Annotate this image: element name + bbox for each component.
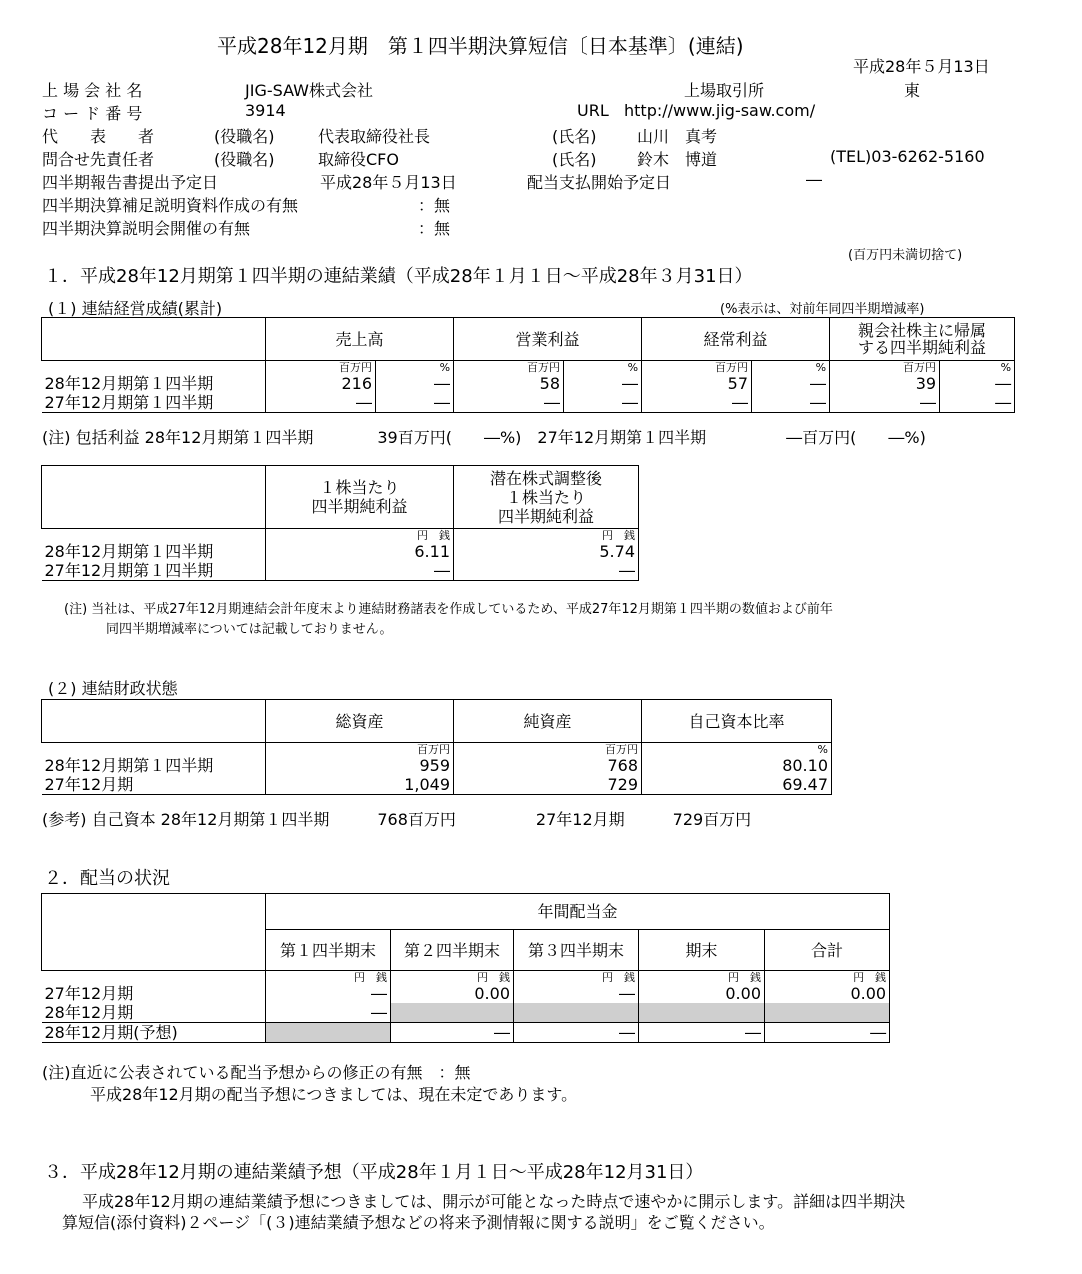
dividend-table [41,893,890,1043]
row-label: 28年12月期第１四半期 [42,374,266,393]
section1-title: １．平成28年12月期第１四半期の連結業績（平成28年１月１日～平成28年３月31日） [44,266,753,287]
consolidation-note-line2: 同四半期増減率については記載しておりません。 [106,622,393,637]
q2-dividend: 0.00 [391,984,514,1003]
dividend-forecast-note: 平成28年12月期の配当予想につきましては、現在未定であります。 [90,1085,578,1104]
rep-title-label: (役職名) [214,127,275,146]
table-row [42,1023,890,1043]
exchange-label: 上場取引所 [684,81,765,100]
col-ordinary-income: 経常利益 [642,318,830,361]
col-equity-ratio: 自己資本比率 [642,700,832,743]
report-date: 平成28年５月13日 [320,173,457,192]
code-label: コ ー ド 番 号 [42,104,143,123]
total-dividend: 0.00 [765,984,890,1003]
section1-sub1: (１) 連結経営成績(累計) [48,299,223,318]
row-label: 27年12月期第１四半期 [42,393,266,413]
unit-yen: 円 銭 [266,971,391,985]
net-assets-value: 729 [454,775,642,795]
col-net-income [830,318,1015,361]
col-diluted-eps-line3: 四半期純利益 [497,506,594,526]
col-total-assets: 総資産 [266,700,454,743]
col-q3-end: 第３四半期末 [514,930,639,971]
rep-title: 代表取締役社長 [318,127,431,146]
total-dividend: ― [765,1023,890,1043]
operating-value: 58 [454,374,564,393]
unit-million: 百万円 [454,743,642,757]
col-year-end: 期末 [639,930,765,971]
row-label: 27年12月期 [42,984,266,1003]
contact-title-label: (役職名) [214,150,275,169]
operating-value: ― [454,393,564,413]
unit-million: 百万円 [830,361,940,375]
col-total: 合計 [765,930,890,971]
financial-position-table [41,699,832,795]
eps-table [41,465,639,581]
ordinary-value: 57 [642,374,752,393]
unit-million: 百万円 [454,361,564,375]
code-value: 3914 [245,101,286,120]
forecast-text-line1: 平成28年12月期の連結業績予想につきましては、開示が可能となった時点で速やかに開示します。詳細は四半期決 [82,1192,906,1211]
contact-title: 取締役CFO [318,150,399,169]
company-url[interactable]: http://www.jig-saw.com/ [624,101,816,120]
row-label: 28年12月期 [42,1003,266,1023]
row-label: 28年12月期第１四半期 [42,756,266,775]
equity-reference-note: (参考) 自己資本 28年12月期第１四半期 768百万円 27年12月期 729百万円 [42,810,752,829]
col-diluted-eps-line2: １株当たり [505,487,586,507]
header-blank [42,318,266,361]
unit-percent: % [642,743,832,757]
unit-yen: 円 銭 [454,529,639,543]
briefing-value: ：無 [418,219,451,238]
pct-note: (%表示は、対前年同四半期増減率) [720,302,925,317]
row-label: 27年12月期第１四半期 [42,561,266,581]
contact-name-label: (氏名) [552,150,597,169]
col-q1-end: 第１四半期末 [266,930,391,971]
unit-note: (百万円未満切捨て) [848,248,963,263]
unit-million: 百万円 [266,743,454,757]
table-row [42,1003,890,1023]
report-date-label: 四半期報告書提出予定日 [42,173,219,192]
rep-name: 山川 真考 [637,127,718,146]
diluted-eps-value: ― [454,561,639,581]
col-eps-line2: 四半期純利益 [311,497,408,516]
net-value: 39 [830,374,940,393]
annual-dividend-header: 年間配当金 [266,894,890,930]
col-net-income-line1: 親会社株主に帰属 [858,321,987,340]
sales-value: ― [266,393,376,413]
section2-title: ２．配当の状況 [44,868,170,889]
operating-pct: ― [564,393,642,413]
table-row [42,561,639,581]
eps-value: ― [266,561,454,581]
unit-million: 百万円 [642,361,752,375]
dividend-start: ― [806,170,822,189]
dividend-start-label: 配当支払開始予定日 [527,173,672,192]
contact-name: 鈴木 博道 [637,150,718,169]
year-end-dividend: ― [639,1023,765,1043]
rep-name-label: (氏名) [552,127,597,146]
q3-dividend: ― [514,984,639,1003]
tel-number: (TEL)03-6262-5160 [830,147,985,166]
dividend-revision-note: (注)直近に公表されている配当予想からの修正の有無 ：無 [42,1063,471,1082]
consolidation-note-line1: (注) 当社は、平成27年12月期連結会計年度末より連結財務諸表を作成しているため、平成27年12月期第１四半期の数値および前年 [64,602,833,617]
diluted-eps-value: 5.74 [454,542,639,561]
row-label: 27年12月期 [42,775,266,795]
rep-label: 代 表 者 [42,127,155,146]
url-label: URL [577,101,609,120]
unit-yen: 円 銭 [765,971,890,985]
q1-dividend: ― [266,1003,391,1023]
col-diluted-eps-line1: 潜在株式調整後 [489,468,602,488]
sales-pct: ― [376,374,454,393]
col-eps [266,466,454,529]
col-diluted-eps [454,466,639,529]
table-row [42,775,832,795]
supplement-label: 四半期決算補足説明資料作成の有無 [42,196,299,215]
supplement-value: ：無 [418,196,451,215]
row-label: 28年12月期(予想) [42,1023,266,1043]
q2-dividend: ― [391,1023,514,1043]
unit-percent: % [564,361,642,375]
total-assets-value: 959 [266,756,454,775]
net-pct: ― [940,393,1015,413]
unit-yen: 円 銭 [266,529,454,543]
col-sales: 売上高 [266,318,454,361]
col-q2-end: 第２四半期末 [391,930,514,971]
equity-ratio-value: 69.47 [642,775,832,795]
sales-value: 216 [266,374,376,393]
table-row [42,393,1015,413]
comprehensive-income-note: (注) 包括利益 28年12月期第１四半期 39百万円( ―%) 27年12月期第１四半期 ―百万円( ―%) [42,428,926,447]
company-name: JIG-SAW株式会社 [245,81,373,100]
ordinary-pct: ― [752,374,830,393]
release-date: 平成28年５月13日 [853,57,990,76]
unit-percent: % [376,361,454,375]
table-row [42,984,890,1003]
eps-value: 6.11 [266,542,454,561]
net-value: ― [830,393,940,413]
col-operating-income: 営業利益 [454,318,642,361]
q3-dividend: ― [514,1023,639,1043]
unit-percent: % [940,361,1015,375]
row-label: 28年12月期第１四半期 [42,542,266,561]
equity-ratio-value: 80.10 [642,756,832,775]
table-row [42,542,639,561]
forecast-text-line2: 算短信(添付資料)２ページ「(３)連結業績予想などの将来予測情報に関する説明」をご覧ください。 [62,1213,775,1232]
unit-yen: 円 銭 [639,971,765,985]
company-name-label: 上 場 会 社 名 [42,81,143,100]
unit-yen: 円 銭 [391,971,514,985]
unit-yen: 円 銭 [514,971,639,985]
briefing-label: 四半期決算説明会開催の有無 [42,219,251,238]
unit-percent: % [752,361,830,375]
q1-dividend: ― [266,984,391,1003]
section1-sub2: (２) 連結財政状態 [48,679,178,698]
operating-pct: ― [564,374,642,393]
ordinary-value: ― [642,393,752,413]
page-title: 平成28年12月期 第１四半期決算短信〔日本基準〕(連結) [217,34,744,58]
table-row [42,756,832,775]
ordinary-pct: ― [752,393,830,413]
col-net-assets: 純資産 [454,700,642,743]
net-pct: ― [940,374,1015,393]
total-assets-value: 1,049 [266,775,454,795]
unit-million: 百万円 [266,361,376,375]
net-assets-value: 768 [454,756,642,775]
contact-label: 問合せ先責任者 [42,150,155,169]
col-net-income-line2: する四半期純利益 [858,338,987,357]
exchange-value: 東 [904,81,921,100]
section3-title: ３．平成28年12月期の連結業績予想（平成28年１月１日～平成28年12月31日） [44,1162,704,1183]
year-end-dividend: 0.00 [639,984,765,1003]
sales-pct: ― [376,393,454,413]
operating-results-table [41,317,1015,413]
table-row [42,374,1015,393]
col-eps-line1: １株当たり [319,478,400,497]
